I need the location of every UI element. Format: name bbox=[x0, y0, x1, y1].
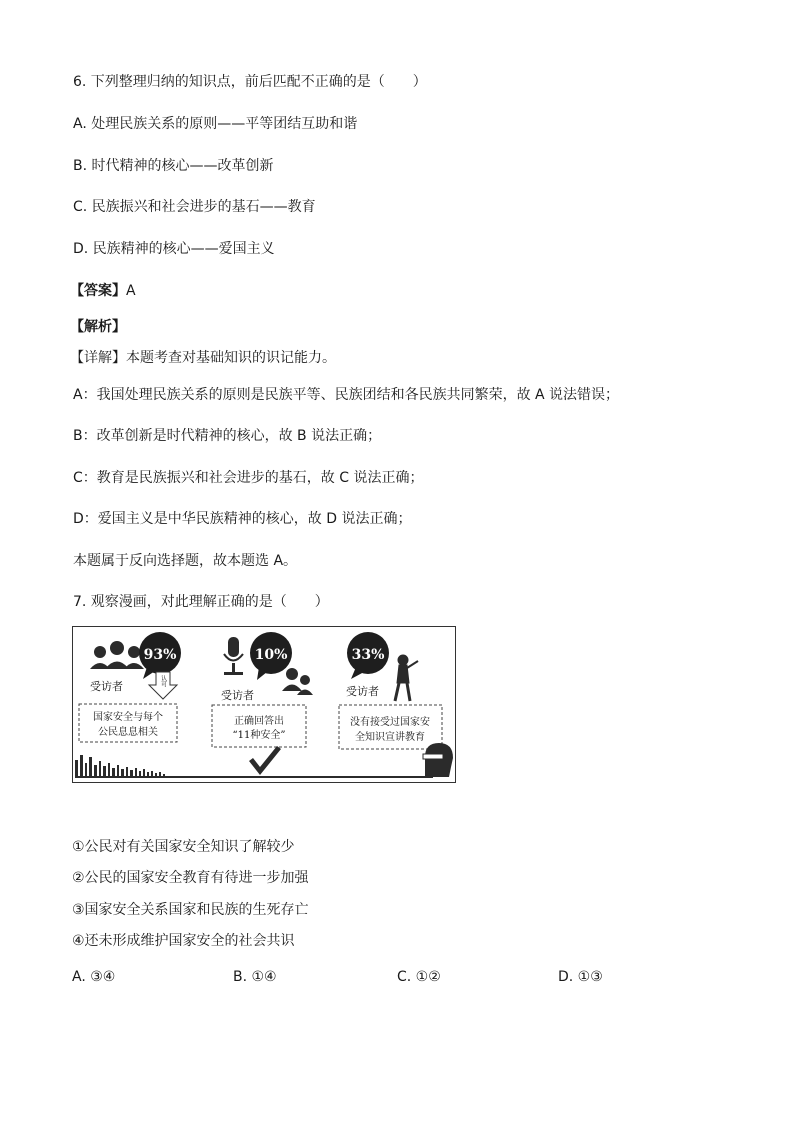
detail-text: 本题考查对基础知识的识记能力。 bbox=[126, 350, 336, 366]
q7-statement-2: ②公民的国家安全教育有待进一步加强 bbox=[72, 870, 309, 886]
q6-conclusion: 本题属于反向选择题，故本题选 A。 bbox=[73, 553, 298, 569]
percent-text-3: 33% bbox=[351, 647, 385, 663]
answer-value: A bbox=[126, 283, 136, 299]
box-3-line-2: 全知识宣讲教育 bbox=[355, 732, 425, 743]
q7-stem: 7. 观察漫画，对此理解正确的是（ ） bbox=[73, 594, 329, 610]
analysis-tag: 【解析】 bbox=[70, 319, 126, 335]
q6-detail bbox=[70, 349, 336, 367]
arrow-text: 认可 bbox=[159, 675, 167, 687]
comic-panel-1 bbox=[79, 632, 181, 742]
respondent-label-2: 受访者 bbox=[221, 689, 254, 702]
box-3-line-1: 没有接受过国家安 bbox=[350, 717, 430, 728]
checkmark-icon bbox=[249, 746, 281, 775]
q6-stem: 6. 下列整理归纳的知识点，前后匹配不正确的是（ ） bbox=[73, 74, 427, 90]
box-1-line-1: 国家安全与每个 bbox=[93, 712, 163, 723]
respondent-label-3: 受访者 bbox=[346, 685, 379, 698]
q7-choice-c: C. ①② bbox=[397, 969, 441, 985]
q7-statement-4: ④还未形成维护国家安全的社会共识 bbox=[72, 933, 295, 949]
q6-option-c: C. 民族振兴和社会进步的基石——教育 bbox=[73, 199, 316, 215]
q6-analysis-tag bbox=[70, 318, 126, 336]
q6-explanation-c: C：教育是民族振兴和社会进步的基石，故 C 说法正确； bbox=[73, 470, 424, 486]
q7-choice-b: B. ①④ bbox=[233, 969, 277, 985]
box-2-line-1: 正确回答出 bbox=[234, 716, 284, 727]
people-group-icon-2 bbox=[282, 668, 313, 695]
q7-statement-3: ③国家安全关系国家和民族的生死存亡 bbox=[72, 902, 309, 918]
q6-option-b: B. 时代精神的核心——改革创新 bbox=[73, 158, 274, 174]
answer-tag: 【答案】 bbox=[70, 283, 126, 299]
microphone-icon bbox=[224, 637, 243, 675]
comic-panel-3 bbox=[339, 632, 442, 749]
detail-tag: 【详解】 bbox=[70, 350, 126, 366]
q7-choice-a: A. ③④ bbox=[72, 969, 116, 985]
q7-statement-1: ①公民对有关国家安全知识了解较少 bbox=[72, 839, 295, 855]
comic-image bbox=[72, 626, 456, 783]
people-group-icon bbox=[90, 641, 144, 669]
comic-panel-2 bbox=[212, 632, 313, 747]
speaker-figure-icon bbox=[395, 655, 418, 701]
q6-explanation-b: B：改革创新是时代精神的核心，故 B 说法正确； bbox=[73, 428, 382, 444]
q6-answer bbox=[70, 282, 136, 300]
q6-option-d: D. 民族精神的核心——爱国主义 bbox=[73, 241, 275, 257]
percent-text-1: 93% bbox=[143, 647, 177, 663]
head-silhouette-icon bbox=[423, 743, 453, 777]
q7-choice-d: D. ①③ bbox=[558, 969, 603, 985]
percent-text-2: 10% bbox=[254, 647, 288, 663]
q6-option-a: A. 处理民族关系的原则——平等团结互助和谐 bbox=[73, 116, 358, 132]
respondent-label-1: 受访者 bbox=[90, 680, 123, 693]
q6-explanation-d: D：爱国主义是中华民族精神的核心，故 D 说法正确； bbox=[73, 511, 412, 527]
box-2-line-2: “11种安全” bbox=[232, 730, 286, 741]
q6-explanation-a: A：我国处理民族关系的原则是民族平等、民族团结和各民族共同繁荣，故 A 说法错误； bbox=[73, 387, 620, 403]
box-1-line-2: 公民息息相关 bbox=[98, 727, 158, 738]
crowd-silhouette-strip bbox=[75, 755, 165, 778]
